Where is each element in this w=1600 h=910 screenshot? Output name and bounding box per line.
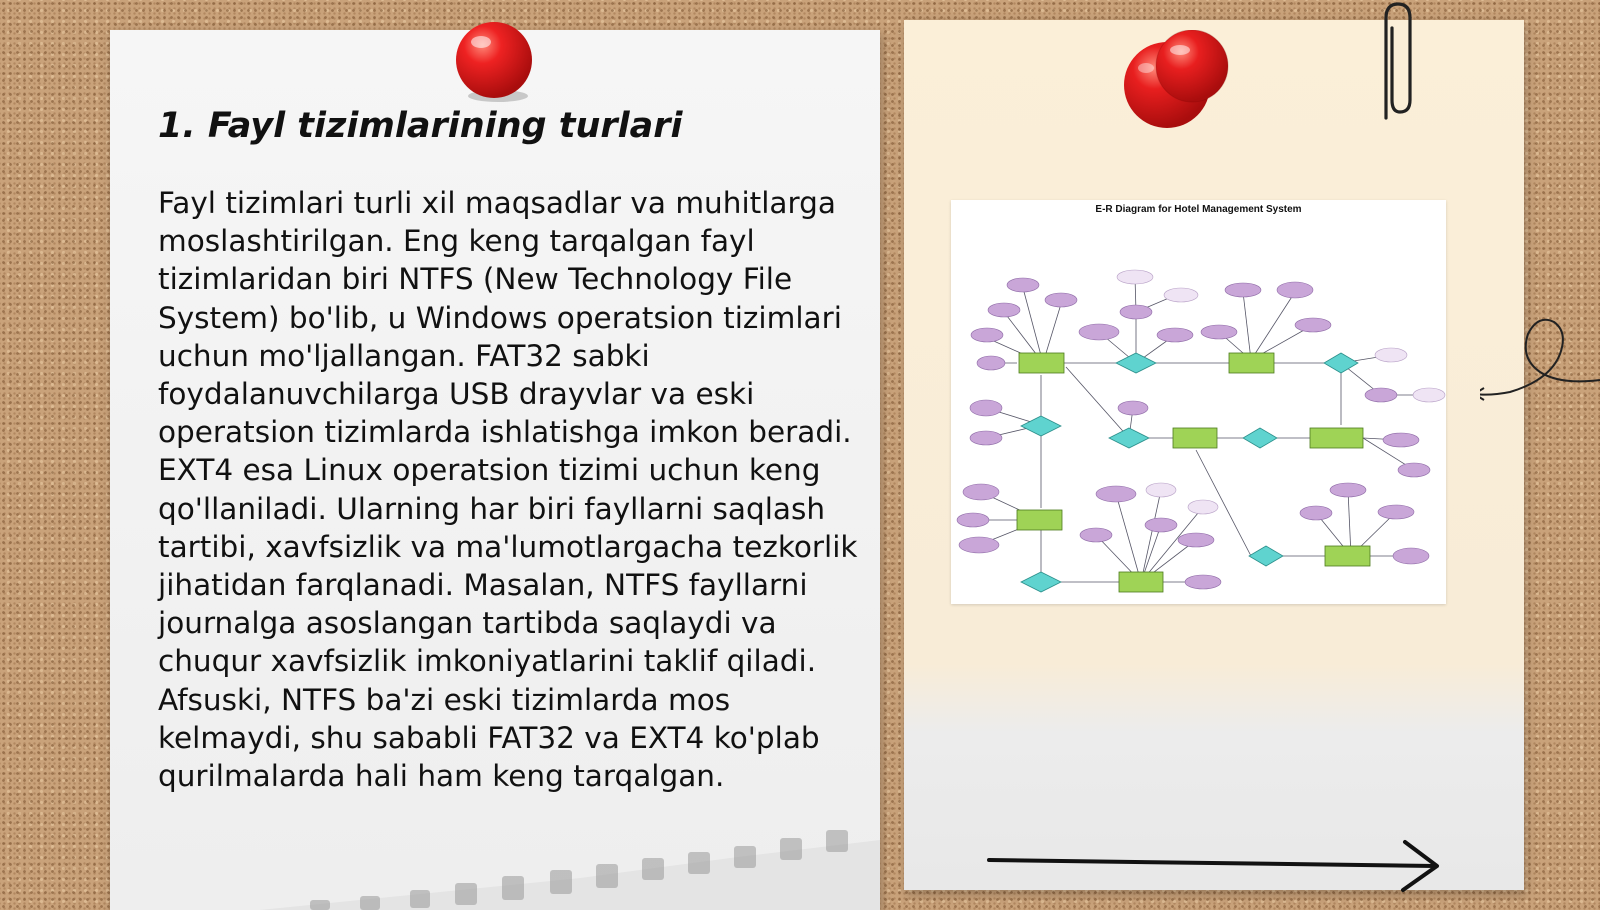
text-note-paper: [110, 30, 880, 910]
torn-paper-edge: [110, 800, 880, 910]
arrow-right-icon: [985, 838, 1445, 896]
slide-title: 1. Fayl tizimlarining turlari: [158, 106, 683, 146]
er-diagram-image: [951, 200, 1446, 604]
curly-arrow-icon: [1480, 310, 1600, 410]
paperclip-icon: [1372, 0, 1418, 125]
er-diagram-graphic: [951, 200, 1446, 604]
push-pin-icon: [454, 20, 536, 104]
push-pin-icon: [1122, 30, 1234, 132]
slide-paragraph: Fayl tizimlari turli xil maqsadlar va muhitlarga moslashtirilgan. Eng keng tarqalgan fayl tizimlaridan biri NTFS (New Technology File System) bo'lib, u Windows operatsion tizimlari uchun mo'ljallangan. FAT32 sabki foydalanuvchilarga USB drayvlar va eski operatsion tizimlarda ishlatishga imkon beradi. EXT4 esa Linux operatsion tizimi uchun keng qo'llaniladi. Ularning har biri fayllarni saqlash tartibi, xavfsizlik va ma'lumotlargacha tezkorlik jihatidan farqlanadi. Masalan, NTFS fayllarni journalga asoslangan tartibda saqlaydi va chuqur xavfsizlik imkoniyatlarini taklif qiladi. Afsuski, NTFS ba'zi eski tizimlarda mos kelmaydi, shu sababli FAT32 va EXT4 ko'plab qurilmalarda hali ham keng tarqalgan.: [158, 186, 858, 794]
er-diagram-title: E-R Diagram for Hotel Management System: [1095, 204, 1302, 215]
